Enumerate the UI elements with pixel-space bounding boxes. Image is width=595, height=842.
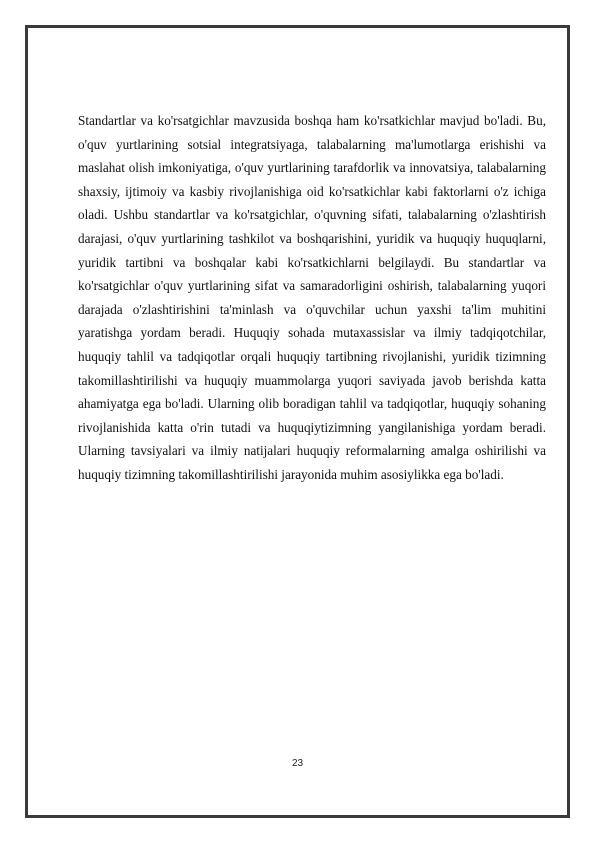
- body-paragraph: Standartlar va ko'rsatgichlar mavzusida boshqa ham ko'rsatkichlar mavjud bo'ladi. Bu, o'quv yurtlarining sotsial integratsiyaga, talabalarning ma'lumotlarga erishishi va maslahat olish imkoniyatiga, o'quv yurtlarining tarafdorlik va innovatsiya, talabalarning shaxsiy, ijtimoiy va kasbiy rivojlanishiga oid ko'rsatkichlar kabi faktorlarni o'z ichiga oladi. Ushbu standartlar va ko'rsatgichlar, o'quvning sifati, talabalarning o'zlashtirish darajasi, o'quv yurtlarining tashkilot va boshqarishini, yuridik va huquqiy huquqlarni, yuridik tartibni va boshqalar kabi ko'rsatkichlarni belgilaydi. Bu standartlar va ko'rsatgichlar o'quv yurtlarining sifat va samaradorligini oshirish, talabalarning yuqori darajada o'zlashtirishini ta'minlash va o'quvchilar uchun yaxshi ta'lim muhitini yaratishga yordam beradi. Huquqiy sohada mutaxassislar va ilmiy tadqiqotchilar, huquqiy tahlil va tadqiqotlar orqali huquqiy tartibning rivojlanishi, yuridik tizimning takomillashtirilishi va huquqiy muammolarga yuqori saviyada javob berishda katta ahamiyatga ega bo'ladi. Ularning olib boradigan tahlil va tadqiqotlar, huquqiy sohaning rivojlanishida katta o'rin tutadi va huquqiytizimning yangilanishiga yordam beradi. Ularning tavsiyalari va ilmiy natijalari huquqiy reformalarning amalga oshirilishi va huquqiy tizimning takomillashtirilishi jarayonida muhim asosiylikka ega bo'ladi.: [78, 113, 546, 482]
- page-number: 23: [291, 758, 304, 769]
